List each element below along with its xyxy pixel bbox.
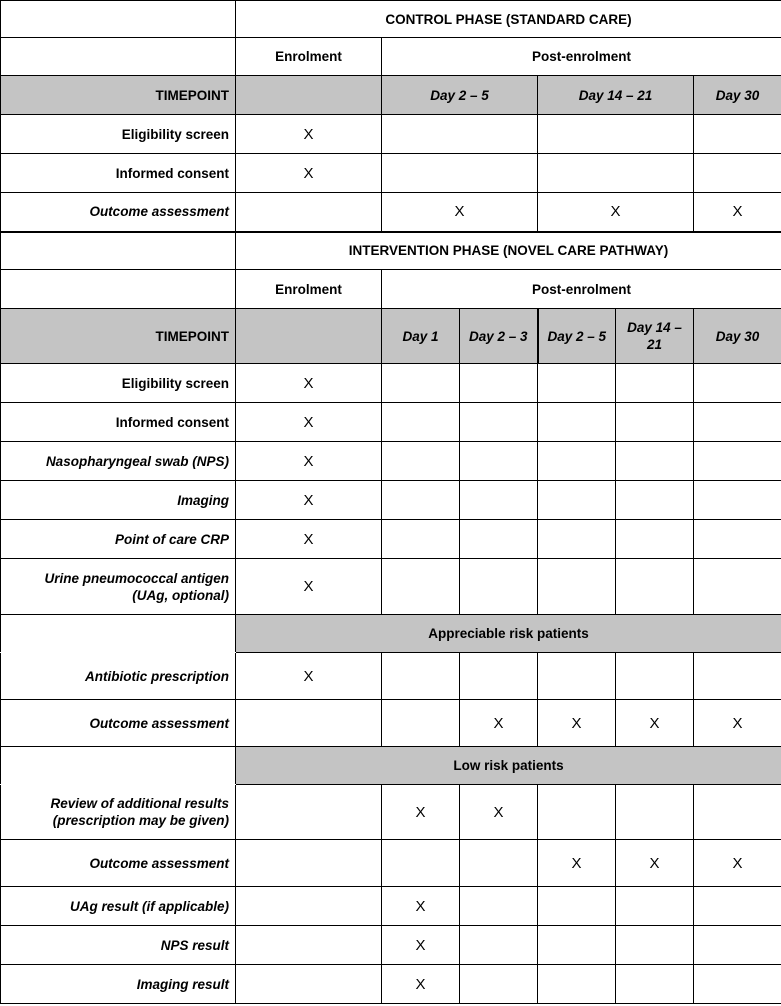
schedule-mark	[694, 653, 781, 700]
schedule-mark	[616, 926, 694, 965]
schedule-mark	[538, 965, 616, 1004]
schedule-mark	[382, 840, 460, 887]
row-label-line: Urine pneumococcal antigen	[44, 570, 229, 586]
intervention-phase-title-row	[1, 232, 781, 270]
empty-cell	[1, 232, 236, 270]
schedule-mark: X	[236, 364, 382, 403]
schedule-mark	[694, 403, 781, 442]
intervention-row	[1, 520, 781, 559]
control-row	[1, 115, 781, 154]
schedule-mark	[382, 653, 460, 700]
schedule-mark: X	[538, 840, 616, 887]
low-risk-row	[1, 926, 781, 965]
schedule-mark	[382, 520, 460, 559]
schedule-mark	[694, 154, 781, 193]
schedule-mark: X	[694, 840, 781, 887]
intervention-day-header: Day 2 – 5	[538, 309, 616, 364]
schedule-mark	[382, 442, 460, 481]
low-risk-row	[1, 965, 781, 1004]
low-risk-header: Low risk patients	[236, 747, 781, 785]
row-label: UAg result (if applicable)	[1, 887, 236, 926]
intervention-timepoint-row	[1, 309, 781, 364]
schedule-mark	[538, 115, 694, 154]
empty-cell	[1, 747, 236, 785]
schedule-mark	[460, 926, 538, 965]
schedule-mark: X	[382, 785, 460, 840]
schedule-mark	[236, 965, 382, 1004]
schedule-mark	[616, 520, 694, 559]
schedule-mark: X	[236, 442, 382, 481]
row-label: Informed consent	[1, 154, 236, 193]
schedule-mark	[382, 115, 538, 154]
control-timepoint-row	[1, 76, 781, 115]
intervention-period-row	[1, 270, 781, 309]
schedule-mark: X	[236, 115, 382, 154]
schedule-mark	[538, 559, 616, 615]
schedule-mark: X	[694, 700, 781, 747]
schedule-mark	[616, 785, 694, 840]
appreciable-row	[1, 653, 781, 700]
schedule-mark: X	[236, 653, 382, 700]
row-label: Imaging result	[1, 965, 236, 1004]
schedule-mark	[616, 965, 694, 1004]
schedule-mark	[236, 887, 382, 926]
schedule-mark	[694, 887, 781, 926]
schedule-mark	[694, 965, 781, 1004]
schedule-mark: X	[236, 403, 382, 442]
intervention-row	[1, 559, 781, 615]
empty-cell	[1, 38, 236, 76]
row-label: NPS result	[1, 926, 236, 965]
schedule-mark	[382, 403, 460, 442]
schedule-mark	[694, 442, 781, 481]
row-label-line: Review of additional results	[50, 796, 229, 811]
intervention-day-header: Day 2 – 3	[460, 309, 538, 364]
schedule-mark	[382, 364, 460, 403]
schedule-mark: X	[236, 481, 382, 520]
schedule-mark	[616, 403, 694, 442]
schedule-mark: X	[538, 193, 694, 232]
row-label: Informed consent	[1, 403, 236, 442]
control-phase-title-row	[1, 1, 781, 38]
row-label: Nasopharyngeal swab (NPS)	[1, 442, 236, 481]
schedule-mark	[382, 700, 460, 747]
schedule-mark	[694, 785, 781, 840]
schedule-mark	[616, 364, 694, 403]
intervention-day-header: Day 30	[694, 309, 781, 364]
intervention-post-enrolment-header: Post-enrolment	[382, 270, 781, 309]
schedule-mark	[460, 403, 538, 442]
schedule-mark	[236, 926, 382, 965]
control-day-header: Day 2 – 5	[382, 76, 538, 115]
appreciable-risk-header: Appreciable risk patients	[236, 615, 781, 653]
row-label-line: (prescription may be given)	[52, 813, 229, 828]
schedule-mark	[694, 520, 781, 559]
schedule-mark	[616, 442, 694, 481]
row-label: Outcome assessment	[1, 193, 236, 232]
schedule-mark	[538, 520, 616, 559]
schedule-mark	[460, 481, 538, 520]
intervention-row	[1, 364, 781, 403]
schedule-mark	[460, 559, 538, 615]
schedule-mark	[694, 115, 781, 154]
intervention-phase-title: INTERVENTION PHASE (NOVEL CARE PATHWAY)	[236, 232, 781, 270]
schedule-mark	[460, 364, 538, 403]
schedule-mark	[616, 653, 694, 700]
schedule-mark	[460, 887, 538, 926]
schedule-mark	[382, 154, 538, 193]
schedule-mark	[460, 965, 538, 1004]
appreciable-risk-header-row	[1, 615, 781, 653]
control-timepoint-label: TIMEPOINT	[1, 76, 236, 115]
row-label: Antibiotic prescription	[1, 653, 236, 700]
row-label: Eligibility screen	[1, 364, 236, 403]
intervention-day-header: Day 14 – 21	[616, 309, 694, 364]
row-label-line: (UAg, optional)	[132, 587, 229, 603]
control-day-header: Day 14 – 21	[538, 76, 694, 115]
schedule-mark	[616, 559, 694, 615]
low-risk-header-row	[1, 747, 781, 785]
schedule-mark	[616, 887, 694, 926]
schedule-mark: X	[382, 887, 460, 926]
intervention-timepoint-label: TIMEPOINT	[1, 309, 236, 364]
row-label: Outcome assessment	[1, 840, 236, 887]
schedule-mark: X	[616, 840, 694, 887]
row-label	[1, 785, 236, 840]
intervention-enrolment-header: Enrolment	[236, 270, 382, 309]
empty-cell	[236, 76, 382, 115]
control-phase-title: CONTROL PHASE (STANDARD CARE)	[236, 1, 781, 38]
intervention-day-header: Day 1	[382, 309, 460, 364]
intervention-row	[1, 442, 781, 481]
schedule-mark	[460, 840, 538, 887]
row-label: Outcome assessment	[1, 700, 236, 747]
schedule-mark: X	[382, 193, 538, 232]
schedule-mark	[538, 926, 616, 965]
schedule-mark: X	[460, 700, 538, 747]
schedule-mark	[460, 520, 538, 559]
schedule-mark	[538, 364, 616, 403]
control-post-enrolment-header: Post-enrolment	[382, 38, 781, 76]
schedule-mark	[382, 559, 460, 615]
low-risk-row	[1, 785, 781, 840]
schedule-mark: X	[694, 193, 781, 232]
schedule-mark	[694, 481, 781, 520]
schedule-mark	[694, 926, 781, 965]
empty-cell	[1, 270, 236, 309]
row-label: Point of care CRP	[1, 520, 236, 559]
row-label	[1, 559, 236, 615]
intervention-row	[1, 403, 781, 442]
schedule-mark: X	[382, 926, 460, 965]
low-risk-row	[1, 887, 781, 926]
schedule-mark	[538, 653, 616, 700]
schedule-mark	[382, 481, 460, 520]
intervention-row	[1, 481, 781, 520]
schedule-mark	[236, 785, 382, 840]
schedule-mark	[538, 154, 694, 193]
control-enrolment-header: Enrolment	[236, 38, 382, 76]
schedule-mark	[236, 840, 382, 887]
schedule-mark	[460, 442, 538, 481]
schedule-mark	[694, 364, 781, 403]
row-label: Imaging	[1, 481, 236, 520]
low-risk-row	[1, 840, 781, 887]
empty-cell	[1, 615, 236, 653]
schedule-mark: X	[236, 520, 382, 559]
schedule-mark	[538, 481, 616, 520]
schedule-mark: X	[538, 700, 616, 747]
schedule-mark	[236, 193, 382, 232]
control-row	[1, 154, 781, 193]
schedule-mark	[694, 559, 781, 615]
schedule-mark: X	[236, 559, 382, 615]
empty-cell	[1, 1, 236, 38]
schedule-mark	[538, 403, 616, 442]
empty-cell	[236, 309, 382, 364]
schedule-mark	[538, 887, 616, 926]
schedule-mark	[236, 700, 382, 747]
schedule-mark: X	[616, 700, 694, 747]
schedule-mark	[538, 442, 616, 481]
row-label: Eligibility screen	[1, 115, 236, 154]
schedule-mark: X	[236, 154, 382, 193]
schedule-mark	[538, 785, 616, 840]
schedule-mark: X	[382, 965, 460, 1004]
control-period-row	[1, 38, 781, 76]
appreciable-row	[1, 700, 781, 747]
schedule-mark	[616, 481, 694, 520]
schedule-mark	[460, 653, 538, 700]
control-row	[1, 193, 781, 232]
control-day-header: Day 30	[694, 76, 781, 115]
schedule-mark: X	[460, 785, 538, 840]
